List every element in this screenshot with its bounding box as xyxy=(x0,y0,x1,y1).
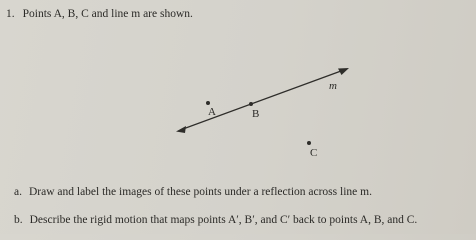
problem-number: 1. xyxy=(6,8,15,20)
part-b xyxy=(14,214,417,226)
line-m xyxy=(176,68,349,133)
point-b xyxy=(249,102,253,106)
part-a xyxy=(14,186,372,198)
point-b-label: B xyxy=(252,108,260,120)
point-c xyxy=(307,141,311,145)
point-c-label: C xyxy=(310,147,318,159)
part-b-letter: b. xyxy=(14,214,23,226)
point-a xyxy=(206,101,210,105)
point-a-label: A xyxy=(208,106,216,118)
part-b-text: Describe the rigid motion that maps points A′, B′, and C′ back to points A, B, and C. xyxy=(29,214,418,226)
problem-text: Points A, B, C and line m are shown. xyxy=(22,8,193,20)
line-m-label: m xyxy=(329,80,337,92)
part-a-text: Draw and label the images of these points under a reflection across line m. xyxy=(28,186,372,198)
part-a-letter: a. xyxy=(14,186,22,198)
